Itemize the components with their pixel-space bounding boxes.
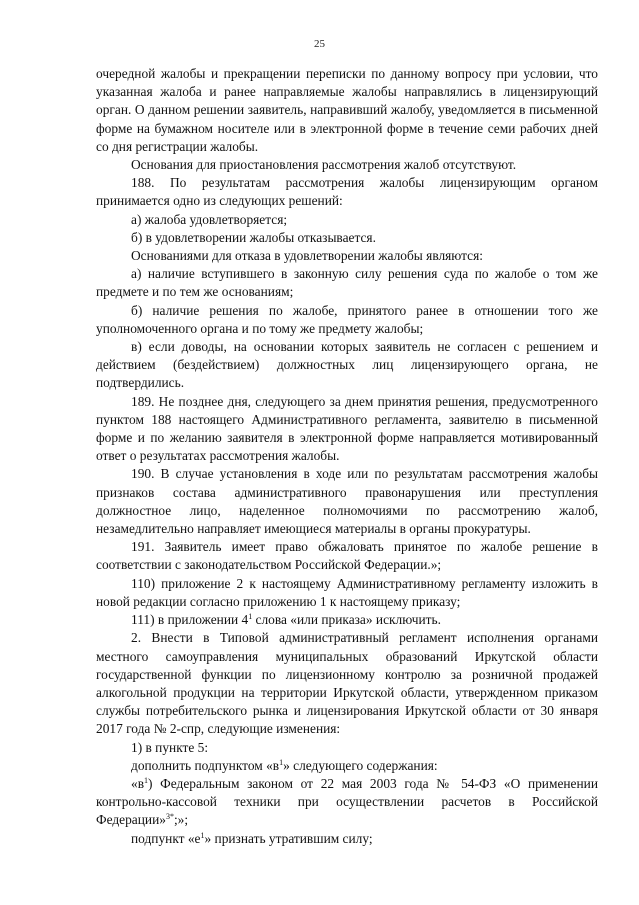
text-run: подпункт «е bbox=[131, 830, 201, 846]
paragraph: в) если доводы, на основании которых заявитель не согласен с решением и действием (бездействием) должностных лиц лицензирующего органа, не подтвердились. bbox=[96, 339, 598, 391]
paragraph: очередной жалобы и прекращении переписки по данному вопросу при условии, что указанная жалоба и ранее направляемые жалобы направлялись в лицензирующий орган. О данном решении заявитель, направивший жалобу, уведомляется в письменной форме на бумажном носителе или в электронной форме в течение семи рабочих дней со дня регистрации жалобы. bbox=[96, 66, 598, 154]
paragraph: 189. Не позднее дня, следующего за днем принятия решения, предусмотренного пунктом 188 настоящего Административного регламента, заявителю в письменной форме и по желанию заявителя в электронной форме направляется мотивированный ответ о результатах рассмотрения жалобы. bbox=[96, 393, 598, 464]
paragraph: б) наличие решения по жалобе, принятого ранее в отношении того же уполномоченного органа и по тому же предмету жалобы; bbox=[96, 302, 598, 336]
text-run: » следующего содержания: bbox=[283, 757, 438, 773]
paragraph: б) в удовлетворении жалобы отказывается. bbox=[131, 229, 376, 245]
paragraph: 110) приложение 2 к настоящему Административному регламенту изложить в новой редакции согласно приложению 1 к настоящему приказу; bbox=[96, 575, 598, 609]
paragraph: Основания для приостановления рассмотрения жалоб отсутствуют. bbox=[131, 157, 517, 173]
paragraph: Основаниями для отказа в удовлетворении жалобы являются: bbox=[131, 248, 483, 264]
superscript: 1 bbox=[200, 830, 205, 840]
paragraph bbox=[96, 757, 598, 775]
text-run: » признать утратившим силу; bbox=[204, 830, 373, 846]
paragraph bbox=[96, 611, 598, 629]
superscript: 1 bbox=[144, 775, 149, 785]
superscript: 1 bbox=[248, 612, 253, 622]
superscript: 1 bbox=[279, 757, 284, 767]
text-run: слова «или приказа» исключить. bbox=[252, 612, 441, 628]
paragraph: 2. Внести в Типовой административный регламент исполнения органами местного самоуправления муниципальных образований Иркутской области государственной функции по лицензионному контролю за розничной продажей алкогольной продукции на территории Иркутской области, утвержденном приказом службы потребительского рынка и лицензирования Иркутской области от 30 января 2017 года № 2-спр, следующие изменения: bbox=[96, 630, 598, 737]
text-run: ) Федеральным законом от 22 мая 2003 года № 54-ФЗ «О применении контрольно-кассовой техники при осуществлении расчетов в Российской Федерации» bbox=[96, 775, 598, 828]
paragraph bbox=[96, 775, 598, 830]
paragraph bbox=[96, 830, 598, 848]
paragraph: 1) в пункте 5: bbox=[131, 739, 209, 755]
paragraph: а) жалоба удовлетворяется; bbox=[131, 211, 288, 227]
footnote-mark: 3* bbox=[165, 812, 174, 822]
text-run: ;»; bbox=[173, 812, 189, 828]
paragraph: 188. По результатам рассмотрения жалобы лицензирующим органом принимается одно из следующих решений: bbox=[96, 175, 598, 209]
paragraph: а) наличие вступившего в законную силу решения суда по жалобе о том же предмете и по тем же основаниям; bbox=[96, 266, 598, 300]
document-body bbox=[96, 65, 598, 848]
paragraph: 191. Заявитель имеет право обжаловать принятое по жалобе решение в соответствии с законодательством Российской Федерации.»; bbox=[96, 539, 598, 573]
page-number: 25 bbox=[314, 38, 325, 50]
text-run: дополнить подпунктом «в bbox=[131, 757, 280, 773]
text-run: «в bbox=[131, 775, 145, 791]
text-run: 111) в приложении 4 bbox=[131, 612, 249, 628]
paragraph: 190. В случае установления в ходе или по результатам рассмотрения жалобы признаков состава административного правонарушения или преступления должностное лицо, наделенное полномочиями по рассмотрению жалоб, незамедлительно направляет имеющиеся материалы в органы прокуратуры. bbox=[96, 466, 598, 537]
